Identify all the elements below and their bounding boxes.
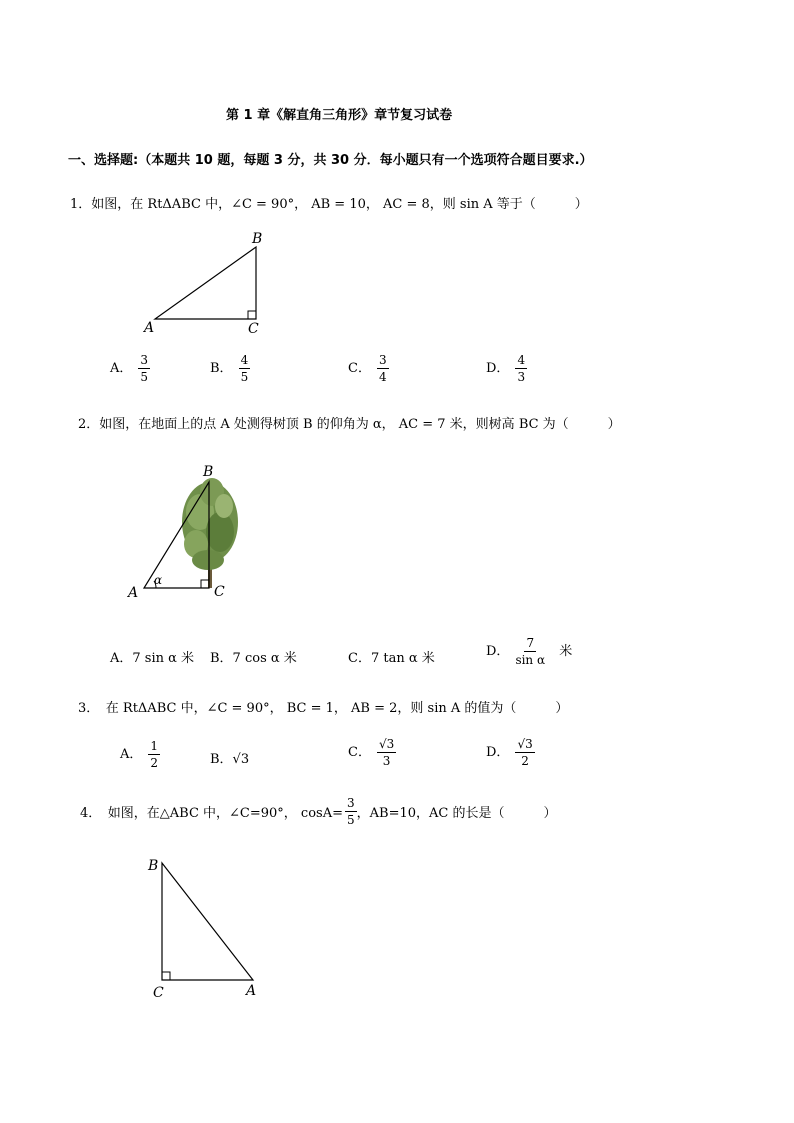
numerator: 4 <box>517 353 526 367</box>
option-label: D． <box>486 644 510 659</box>
option-label: A． <box>110 361 133 376</box>
option-label: D． <box>486 745 510 760</box>
question-4-text <box>80 797 556 826</box>
option-label: C． <box>348 361 371 376</box>
triangle-figure-1 <box>135 225 285 335</box>
option-label: B． <box>210 361 233 376</box>
numerator: 3 <box>378 353 387 367</box>
fraction <box>515 354 527 383</box>
denominator: 4 <box>378 370 387 384</box>
angle-alpha-label: α <box>154 573 163 587</box>
q1-option-b[interactable] <box>210 354 250 383</box>
q1-option-a[interactable] <box>110 354 150 383</box>
denominator: 5 <box>347 813 355 827</box>
section-heading: 一、选择题:（本题共 10 题，每题 3 分，共 30 分．每小题只有一个选项符合题目要求.） <box>68 153 593 168</box>
tree-icon <box>182 478 238 588</box>
numerator: 4 <box>240 353 249 367</box>
fraction <box>239 354 251 383</box>
q2-option-b[interactable]: B．7 cos α 米 <box>210 651 297 666</box>
denominator: 3 <box>382 754 391 768</box>
fraction <box>515 637 545 666</box>
q3-option-b[interactable]: B．√3 <box>210 752 250 767</box>
vertex-label-c: C <box>214 584 225 600</box>
vertex-label-c: C <box>153 985 164 1001</box>
unit-text: 米 <box>559 644 573 659</box>
option-label: C． <box>348 745 371 760</box>
q1-option-c[interactable] <box>348 354 389 383</box>
fraction <box>138 354 150 383</box>
denominator: 2 <box>521 754 529 768</box>
question-2-text: 2．如图，在地面上的点 A 处测得树顶 B 的仰角为 α， AC = 7 米，则树高 BC 为（ ） <box>78 417 621 432</box>
numerator: 3 <box>140 353 149 367</box>
q2-option-a[interactable]: A．7 sin α 米 <box>110 651 195 666</box>
fraction <box>345 797 357 826</box>
tree-triangle-figure <box>120 462 260 602</box>
q3-option-d[interactable] <box>486 738 535 767</box>
numerator: √3 <box>517 737 533 751</box>
vertex-label-a: A <box>246 983 257 999</box>
q2-option-d[interactable] <box>486 637 572 666</box>
fraction <box>148 740 160 769</box>
question-1-text: 1．如图，在 RtΔABC 中，∠C = 90°， AB = 10， AC = 8，则 sin A 等于（ ） <box>70 197 588 212</box>
denominator: sin α <box>515 653 546 667</box>
question-4-text-after: ，AB=10，AC 的长是（ ） <box>356 806 557 821</box>
page-title: 第 1 章《解直角三角形》章节复习试卷 <box>226 108 453 123</box>
q3-option-a[interactable] <box>120 740 160 769</box>
fraction <box>515 738 534 767</box>
vertex-label-b: B <box>252 231 263 247</box>
denominator: 5 <box>140 370 149 384</box>
vertex-label-b: B <box>203 464 214 480</box>
numerator: √3 <box>378 737 395 751</box>
vertex-label-a: A <box>128 585 139 601</box>
denominator: 2 <box>150 756 159 770</box>
denominator: 3 <box>517 370 526 384</box>
vertex-label-c: C <box>248 321 259 337</box>
vertex-label-b: B <box>148 858 159 874</box>
question-4-text-before: 4． 如图，在△ABC 中，∠C=90°， cosA= <box>80 806 343 821</box>
vertex-label-a: A <box>144 320 155 336</box>
numerator: 3 <box>347 796 355 810</box>
triangle-figure-4 <box>150 855 270 995</box>
q2-option-c[interactable]: C．7 tan α 米 <box>348 651 435 666</box>
question-3-text: 3． 在 RtΔABC 中，∠C = 90°， BC = 1， AB = 2，则 sin A 的值为（ ） <box>78 701 569 716</box>
q1-option-d[interactable] <box>486 354 527 383</box>
numerator: 1 <box>150 739 159 753</box>
q3-option-c[interactable] <box>348 738 396 767</box>
fraction <box>377 738 396 767</box>
fraction <box>377 354 389 383</box>
denominator: 5 <box>240 370 249 384</box>
option-label: A． <box>120 747 143 762</box>
numerator: 7 <box>526 636 535 650</box>
option-label: D． <box>486 361 510 376</box>
